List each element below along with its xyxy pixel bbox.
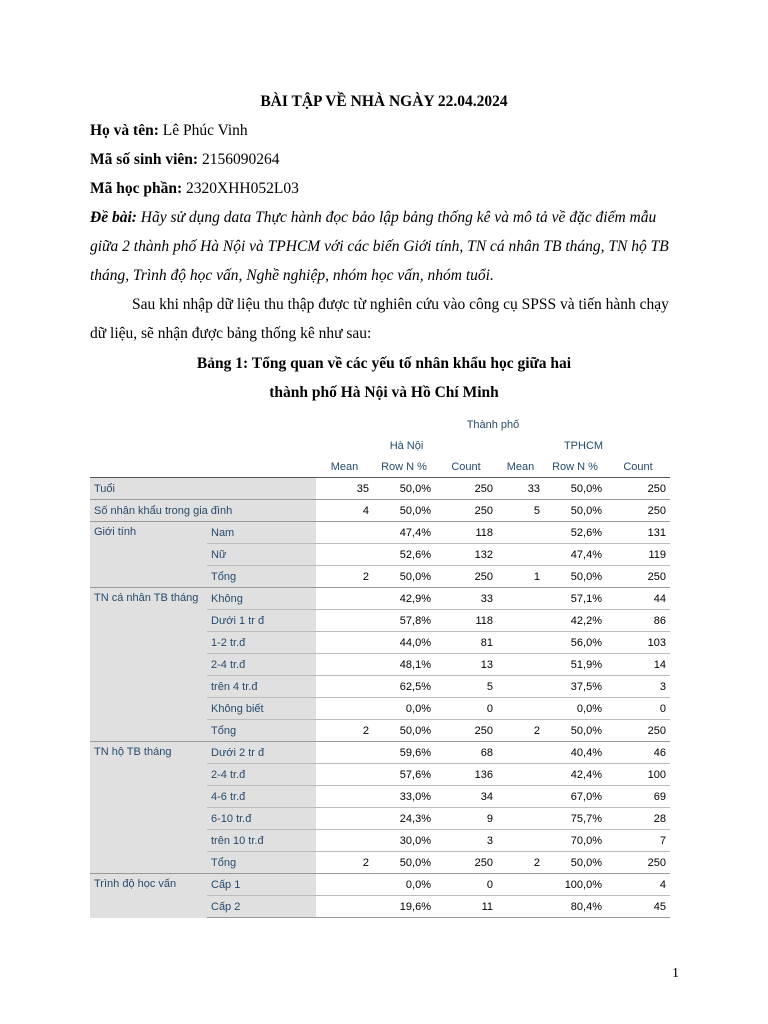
cell-hn-pct: 50,0% [373, 500, 435, 522]
col-rown-hn: Row N % [373, 456, 435, 478]
cell-hcm-mean: 33 [497, 478, 544, 500]
row-category-label: Nữ [207, 544, 316, 566]
row-category-label: 2-4 tr.đ [207, 654, 316, 676]
course-code-line [90, 180, 299, 198]
task-label: Đề bài: [90, 209, 137, 226]
cell-hn-pct: 50,0% [373, 566, 435, 588]
student-id-line [90, 151, 279, 169]
cell-hn-mean: 35 [316, 478, 373, 500]
page-number: 1 [672, 966, 679, 981]
cell-hn-count: 0 [435, 698, 497, 720]
cell-hn-count: 3 [435, 830, 497, 852]
cell-hn-count: 13 [435, 654, 497, 676]
cell-hcm-mean [497, 676, 544, 698]
cell-hcm-count: 250 [606, 478, 670, 500]
cell-hn-count: 250 [435, 720, 497, 742]
cell-hcm-count: 250 [606, 720, 670, 742]
cell-hcm-mean [497, 544, 544, 566]
name-label: Họ và tên: [90, 122, 159, 139]
cell-hn-mean: 2 [316, 720, 373, 742]
cell-hn-pct: 19,6% [373, 896, 435, 918]
cell-hcm-count: 131 [606, 522, 670, 544]
cell-hn-mean [316, 874, 373, 896]
cell-hcm-mean [497, 764, 544, 786]
cell-hcm-pct: 100,0% [544, 874, 606, 896]
cell-hn-pct: 57,6% [373, 764, 435, 786]
cell-hn-count: 0 [435, 874, 497, 896]
cell-hn-mean [316, 544, 373, 566]
cell-hn-count: 136 [435, 764, 497, 786]
cell-hcm-mean [497, 698, 544, 720]
cell-hn-count: 68 [435, 742, 497, 764]
cell-hcm-mean [497, 808, 544, 830]
row-category-label: Tổng [207, 852, 316, 874]
header-row-cities [90, 435, 670, 456]
cell-hcm-count: 44 [606, 588, 670, 610]
cell-hn-mean [316, 830, 373, 852]
cell-hn-pct: 42,9% [373, 588, 435, 610]
cell-hcm-pct: 50,0% [544, 720, 606, 742]
cell-hn-mean [316, 742, 373, 764]
cell-hcm-count: 7 [606, 830, 670, 852]
intro-paragraph: Sau khi nhập dữ liệu thu thập được từ nghiên cứu vào công cụ SPSS và tiến hành chạy dữ liệu, sẽ nhận được bảng thống kê như sau: [90, 296, 669, 342]
cell-hn-count: 11 [435, 896, 497, 918]
cell-hcm-pct: 56,0% [544, 632, 606, 654]
cell-hcm-mean [497, 896, 544, 918]
group-header: Thành phố [466, 418, 520, 431]
cell-hcm-pct: 42,2% [544, 610, 606, 632]
row-label: Số nhân khẩu trong gia đình [90, 500, 316, 522]
cell-hn-pct: 59,6% [373, 742, 435, 764]
id-label: Mã số sinh viên: [90, 151, 199, 168]
city-hanoi-header: Hà Nội [389, 439, 424, 452]
row-category-label: 6-10 tr.đ [207, 808, 316, 830]
cell-hcm-pct: 50,0% [544, 566, 606, 588]
cell-hn-mean [316, 764, 373, 786]
cell-hn-pct: 24,3% [373, 808, 435, 830]
cell-hn-mean: 2 [316, 852, 373, 874]
cell-hcm-mean [497, 830, 544, 852]
cell-hcm-pct: 37,5% [544, 676, 606, 698]
row-category-label: Không biết [207, 698, 316, 720]
cell-hn-count: 250 [435, 500, 497, 522]
cell-hcm-count: 103 [606, 632, 670, 654]
cell-hn-count: 250 [435, 852, 497, 874]
cell-hn-mean [316, 698, 373, 720]
row-category-label: Tổng [207, 566, 316, 588]
row-group-label: Trình độ học vấn [90, 874, 207, 918]
cell-hcm-count: 4 [606, 874, 670, 896]
cell-hcm-pct: 50,0% [544, 500, 606, 522]
cell-hn-pct: 62,5% [373, 676, 435, 698]
cell-hcm-count: 46 [606, 742, 670, 764]
cell-hn-mean [316, 632, 373, 654]
cell-hn-pct: 52,6% [373, 544, 435, 566]
id-value: 2156090264 [198, 151, 280, 168]
cell-hcm-count: 14 [606, 654, 670, 676]
cell-hn-count: 132 [435, 544, 497, 566]
row-category-label: Nam [207, 522, 316, 544]
col-count-hn: Count [435, 456, 497, 478]
cell-hcm-mean [497, 786, 544, 808]
course-value: 2320XHH052L03 [182, 180, 299, 197]
col-rown-hcm: Row N % [544, 456, 606, 478]
cell-hn-count: 33 [435, 588, 497, 610]
cell-hn-pct: 47,4% [373, 522, 435, 544]
table-caption-line2: thành phố Hà Nội và Hồ Chí Minh [269, 384, 499, 401]
cell-hcm-count: 45 [606, 896, 670, 918]
cell-hn-pct: 50,0% [373, 720, 435, 742]
cell-hcm-mean [497, 874, 544, 896]
table-row [90, 522, 670, 544]
cell-hcm-pct: 80,4% [544, 896, 606, 918]
cell-hn-pct: 57,8% [373, 610, 435, 632]
cell-hn-mean [316, 588, 373, 610]
cell-hcm-pct: 70,0% [544, 830, 606, 852]
cell-hcm-count: 28 [606, 808, 670, 830]
cell-hcm-mean [497, 610, 544, 632]
cell-hn-count: 5 [435, 676, 497, 698]
cell-hcm-pct: 57,1% [544, 588, 606, 610]
header-row-group [90, 414, 670, 435]
table-row [90, 500, 670, 522]
row-group-label: TN hộ TB tháng [90, 742, 207, 874]
cell-hcm-mean [497, 588, 544, 610]
name-value: Lê Phúc Vinh [158, 122, 248, 139]
task-text: Hãy sử dụng data Thực hành đọc bảo lập bảng thống kê và mô tả về đặc điểm mẫu giữa 2 thành phố Hà Nội và TPHCM với các biến Giới tính, TN cá nhân TB tháng, TN hộ TB tháng, Trình độ học vấn, Nghề nghiệp, nhóm học vấn, nhóm tuổi. [90, 209, 669, 284]
row-category-label: Cấp 2 [207, 896, 316, 918]
cell-hcm-mean [497, 742, 544, 764]
cell-hn-count: 118 [435, 522, 497, 544]
cell-hcm-pct: 0,0% [544, 698, 606, 720]
table-caption-line1: Bảng 1: Tổng quan về các yếu tố nhân khẩu học giữa hai [196, 355, 572, 372]
cell-hn-count: 9 [435, 808, 497, 830]
cell-hcm-pct: 42,4% [544, 764, 606, 786]
cell-hn-mean [316, 654, 373, 676]
cell-hn-pct: 0,0% [373, 698, 435, 720]
table-row [90, 478, 670, 500]
cell-hn-pct: 48,1% [373, 654, 435, 676]
cell-hcm-pct: 50,0% [544, 852, 606, 874]
cell-hcm-mean [497, 632, 544, 654]
cell-hcm-mean [497, 654, 544, 676]
cell-hn-pct: 50,0% [373, 478, 435, 500]
statistics-table [90, 414, 670, 918]
cell-hcm-count: 3 [606, 676, 670, 698]
cell-hcm-count: 119 [606, 544, 670, 566]
row-category-label: Tổng [207, 720, 316, 742]
cell-hn-count: 34 [435, 786, 497, 808]
cell-hcm-mean: 2 [497, 720, 544, 742]
cell-hcm-pct: 40,4% [544, 742, 606, 764]
cell-hcm-mean: 1 [497, 566, 544, 588]
cell-hn-mean [316, 896, 373, 918]
row-category-label: 1-2 tr.đ [207, 632, 316, 654]
cell-hcm-pct: 50,0% [544, 478, 606, 500]
cell-hn-mean [316, 676, 373, 698]
city-hcm-header: TPHCM [563, 439, 604, 452]
cell-hcm-count: 86 [606, 610, 670, 632]
cell-hn-count: 250 [435, 478, 497, 500]
row-category-label: Không [207, 588, 316, 610]
student-name-line [90, 122, 248, 140]
cell-hcm-mean: 2 [497, 852, 544, 874]
row-category-label: trên 10 tr.đ [207, 830, 316, 852]
row-category-label: Cấp 1 [207, 874, 316, 896]
cell-hn-mean [316, 786, 373, 808]
table-row [90, 588, 670, 610]
cell-hn-count: 250 [435, 566, 497, 588]
cell-hcm-pct: 52,6% [544, 522, 606, 544]
cell-hcm-pct: 51,9% [544, 654, 606, 676]
cell-hcm-count: 250 [606, 500, 670, 522]
row-category-label: Dưới 2 tr đ [207, 742, 316, 764]
row-group-label: TN cá nhân TB tháng [90, 588, 207, 742]
cell-hn-mean [316, 522, 373, 544]
course-label: Mã học phần: [90, 180, 183, 197]
cell-hn-mean [316, 610, 373, 632]
cell-hcm-pct: 67,0% [544, 786, 606, 808]
cell-hcm-count: 0 [606, 698, 670, 720]
row-category-label: 2-4 tr.đ [207, 764, 316, 786]
cell-hn-pct: 0,0% [373, 874, 435, 896]
col-mean-hcm: Mean [497, 456, 544, 478]
cell-hcm-pct: 47,4% [544, 544, 606, 566]
document-title: BÀI TẬP VỀ NHÀ NGÀY 22.04.2024 [260, 93, 508, 110]
cell-hcm-count: 250 [606, 566, 670, 588]
cell-hn-pct: 33,0% [373, 786, 435, 808]
cell-hn-pct: 50,0% [373, 852, 435, 874]
table-row [90, 874, 670, 896]
cell-hcm-mean [497, 522, 544, 544]
col-mean-hn: Mean [316, 456, 373, 478]
cell-hcm-count: 250 [606, 852, 670, 874]
cell-hn-pct: 44,0% [373, 632, 435, 654]
header-row-columns [90, 456, 670, 478]
cell-hn-count: 118 [435, 610, 497, 632]
cell-hn-pct: 30,0% [373, 830, 435, 852]
row-label: Tuổi [90, 478, 316, 500]
task-paragraph [90, 203, 680, 290]
cell-hcm-count: 69 [606, 786, 670, 808]
table-row [90, 742, 670, 764]
cell-hn-count: 81 [435, 632, 497, 654]
row-category-label: 4-6 tr.đ [207, 786, 316, 808]
cell-hcm-count: 100 [606, 764, 670, 786]
col-count-hcm: Count [606, 456, 670, 478]
row-category-label: Dưới 1 tr đ [207, 610, 316, 632]
cell-hn-mean [316, 808, 373, 830]
cell-hn-mean: 2 [316, 566, 373, 588]
cell-hn-mean: 4 [316, 500, 373, 522]
row-group-label: Giới tính [90, 522, 207, 588]
row-category-label: trên 4 tr.đ [207, 676, 316, 698]
cell-hcm-mean: 5 [497, 500, 544, 522]
cell-hcm-pct: 75,7% [544, 808, 606, 830]
